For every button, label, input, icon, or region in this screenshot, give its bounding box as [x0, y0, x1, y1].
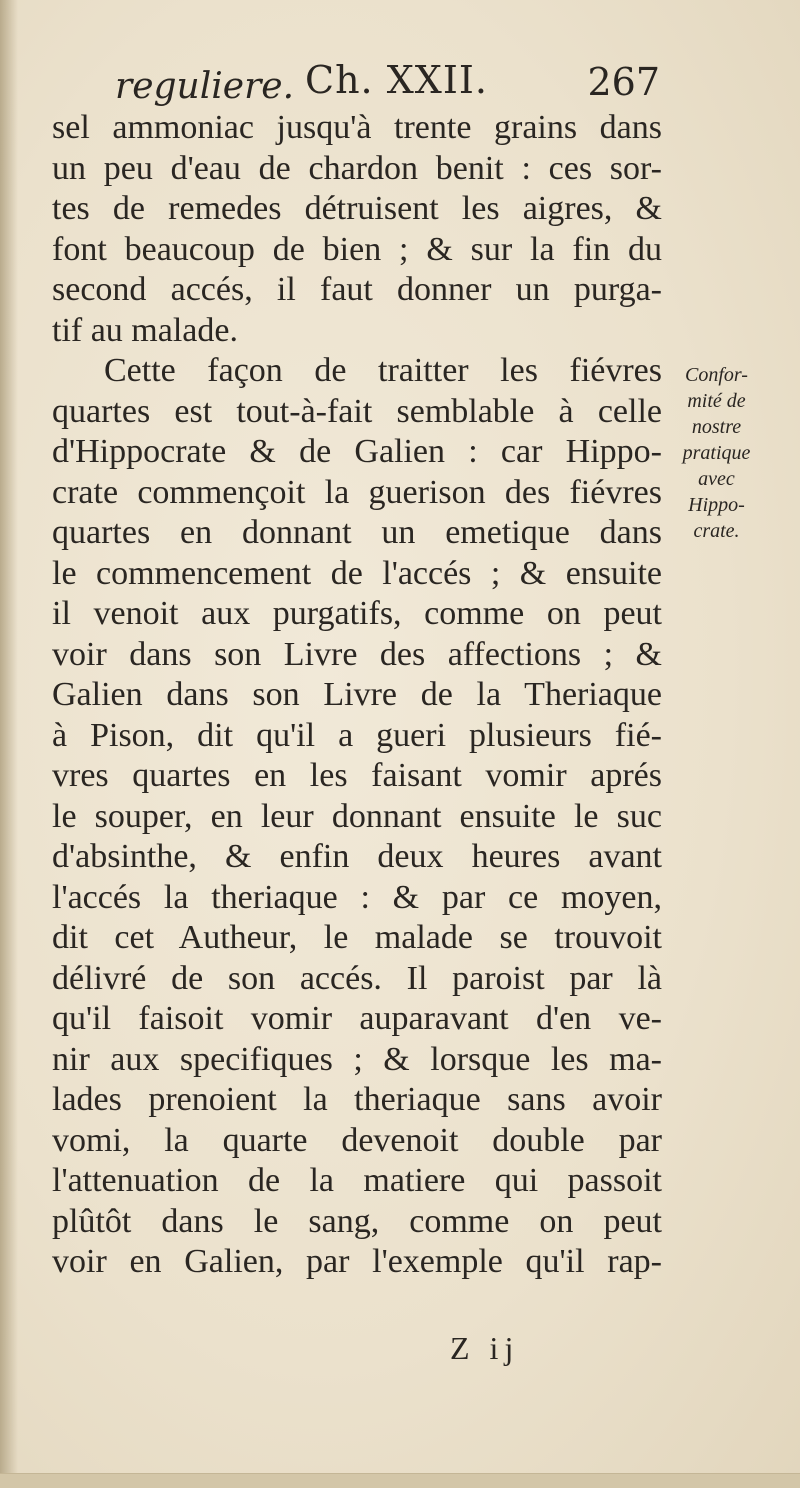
- text-line: voir dans son Livre des affections ; &: [52, 635, 662, 673]
- text-line: sel ammoniac jusqu'à trente grains dans: [52, 109, 662, 146]
- text-line: font beaucoup de bien ; & sur la fin du: [52, 230, 662, 268]
- text-line: vres quartes en les faisant vomir aprés: [52, 757, 662, 794]
- text-line: d'Hippocrate & de Galien : car Hippo-: [52, 433, 662, 470]
- text-line: dit cet Autheur, le malade se trouvoit: [52, 919, 662, 956]
- text-line: Cette façon de traitter les fiévres: [104, 352, 662, 389]
- text-line: délivré de son accés. Il paroist par là: [52, 959, 662, 997]
- signature-mark: Z ij: [450, 1330, 520, 1366]
- margin-note-line: Hippo-: [688, 494, 745, 516]
- text-line: le souper, en leur donnant ensuite le suc: [52, 797, 662, 835]
- text-line: Galien dans son Livre de la Theriaque: [52, 676, 662, 713]
- margin-note-line: Confor-: [685, 364, 748, 386]
- margin-note: [664, 362, 769, 544]
- text-line: le commencement de l'accés ; & ensuite: [52, 554, 662, 592]
- text-line: l'attenuation de la matiere qui passoit: [52, 1162, 662, 1199]
- text-line: à Pison, dit qu'il a gueri plusieurs fié-: [52, 716, 662, 754]
- text-line: second accés, il faut donner un purga-: [52, 271, 662, 308]
- margin-note-line: crate.: [693, 520, 740, 542]
- text-line: un peu d'eau de chardon benit : ces sor-: [52, 149, 662, 187]
- text-line: qu'il faisoit vomir auparavant d'en ve-: [52, 1000, 662, 1037]
- text-line: il venoit aux purgatifs, comme on peut: [52, 595, 662, 632]
- text-line: nir aux specifiques ; & lorsque les ma-: [52, 1040, 662, 1078]
- text-line: plûtôt dans le sang, comme on peut: [52, 1202, 662, 1240]
- text-line: voir en Galien, par l'exemple qu'il rap-: [52, 1243, 662, 1280]
- text-line: tes de remedes détruisent les aigres, &: [52, 190, 662, 227]
- text-line: l'accés la theriaque : & par ce moyen,: [52, 878, 662, 916]
- text-line: vomi, la quarte devenoit double par: [52, 1121, 662, 1159]
- page-number: 267: [587, 60, 660, 104]
- text-line: d'absinthe, & enfin deux heures avant: [52, 838, 662, 875]
- margin-note-line: avec: [698, 468, 735, 490]
- text-line: lades prenoient la theriaque sans avoir: [52, 1081, 662, 1118]
- running-title: reguliere.: [115, 66, 295, 107]
- chapter-heading: Ch. XXII.: [305, 58, 488, 102]
- body-text: [52, 108, 662, 1283]
- text-line: quartes est tout-à-fait semblable à celle: [52, 392, 662, 430]
- margin-note-line: pratique: [682, 442, 751, 464]
- page-bottom-edge: [0, 1473, 800, 1488]
- page-spine-shadow: [0, 0, 18, 1488]
- margin-note-line: mité de: [687, 390, 746, 412]
- text-line: tif au malade.: [52, 311, 238, 349]
- text-line: quartes en donnant un emetique dans: [52, 514, 662, 551]
- margin-note-line: nostre: [691, 416, 742, 438]
- text-line: crate commençoit la guerison des fiévres: [52, 473, 662, 511]
